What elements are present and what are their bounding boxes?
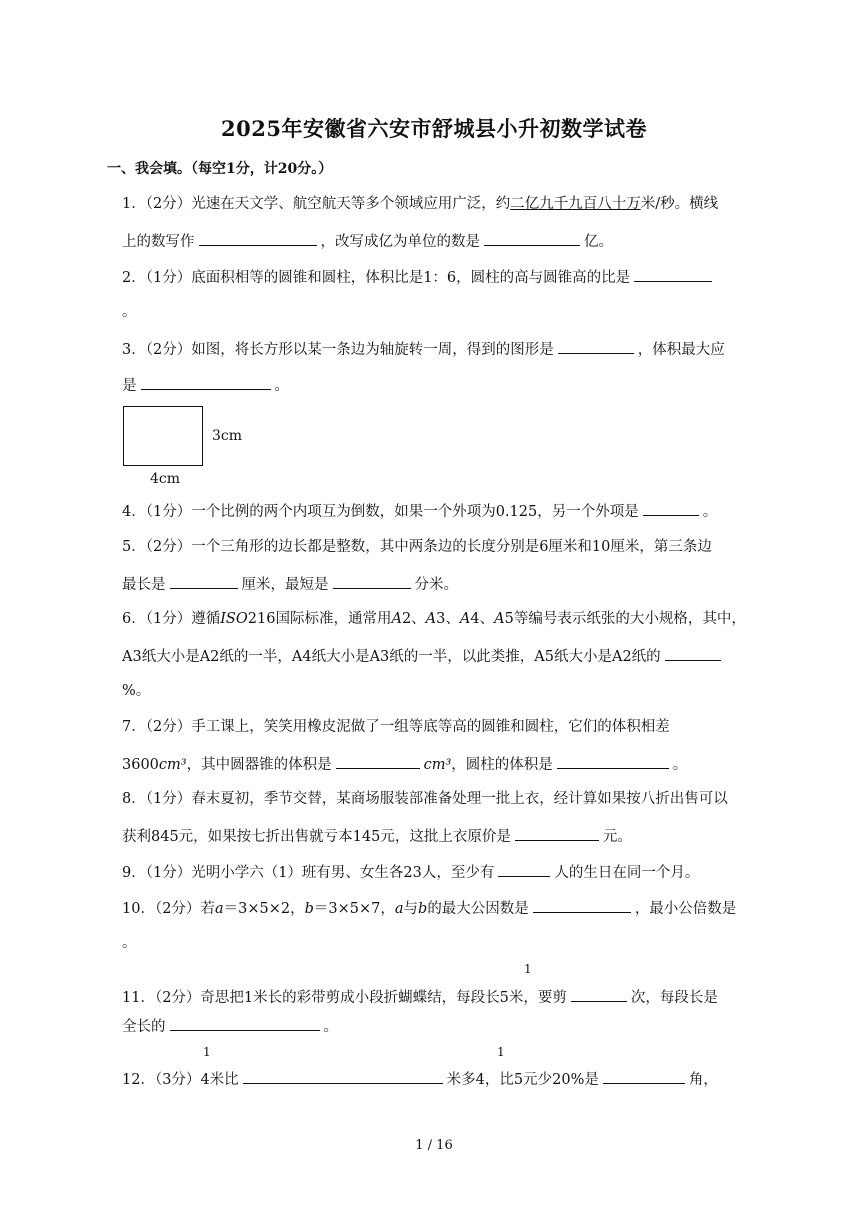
question-8-cont: 获利845元，如果按七折出售就亏本145元，这批上衣原价是 元。 [122,825,632,847]
question-2-cont: 。 [122,304,137,320]
answer-blank[interactable] [336,753,420,769]
page-number: 1 / 16 [415,1138,453,1153]
answer-blank[interactable] [141,374,271,390]
question-3-cont: 是 。 [122,374,289,396]
question-4: 4．（1分）一个比例的两个内项互为倒数，如果一个外项为0.125，另一个外项是 。 [122,500,717,522]
fraction-numerator: 1 [497,1045,505,1059]
answer-blank[interactable] [498,861,550,877]
question-1: 1．（2分）光速在天文学、航空航天等多个领域应用广泛，约二亿九千九百八十万米/秒。横线 [122,196,719,212]
answer-blank[interactable] [515,825,599,841]
figure-side-label: 3cm [212,428,243,444]
answer-blank[interactable] [199,230,317,246]
fraction-denominator: 4 [200,1072,210,1088]
fraction-denominator: 5 [499,990,509,1006]
answer-blank[interactable] [557,753,669,769]
fraction-numerator: 1 [203,1045,211,1059]
question-6-cont2: %。 [122,683,151,699]
question-2: 2．（1分）底面积相等的圆锥和圆柱，体积比是1：6，圆柱的高与圆锥高的比是 [122,266,716,288]
question-3: 3．（2分）如图，将长方形以某一条边为轴旋转一周，得到的图形是 ，体积最大应 [122,338,725,360]
answer-blank[interactable] [533,897,631,913]
question-7: 7．（2分）手工课上，笑笑用橡皮泥做了一组等底等高的圆锥和圆柱，它们的体积相差 [122,719,670,735]
figure-bottom-label: 4cm [150,471,181,487]
question-8: 8．（1分）春末夏初，季节交替，某商场服装部准备处理一批上衣，经计算如果按八折出售可以 [122,791,728,807]
question-7-cont: 3600cm³，其中圆器锥的体积是 cm³，圆柱的体积是 。 [122,753,687,775]
question-5-cont: 最长是 厘米，最短是 分米。 [122,573,458,595]
answer-blank[interactable] [634,266,712,282]
answer-blank[interactable] [333,573,411,589]
fraction-denominator: 4 [475,1072,485,1088]
question-6-cont: A3纸大小是A2纸的一半，A4纸大小是A3纸的一半，以此类推，A5纸大小是A2纸的 [122,645,725,667]
rectangle-figure [123,406,203,466]
answer-blank[interactable] [170,573,238,589]
question-12: 12．（3分）4米比 米多4，比5元少20%是 角， [122,1068,718,1090]
question-5: 5．（2分）一个三角形的边长都是整数，其中两条边的长度分别是6厘米和10厘米，第三条边 [122,539,712,555]
page-title: 2025年安徽省六安市舒城县小升初数学试卷 [221,116,647,141]
question-11: 11．（2分）奇思把1米长的彩带剪成小段折蝴蝶结，每段长5米，要剪 次，每段长是 [122,986,718,1008]
answer-blank[interactable] [243,1068,443,1084]
underlined-number-text: 二亿九千九百八十万 [510,196,641,212]
question-1-cont: 上的数写作 ，改写成亿为单位的数是 亿。 [122,230,613,252]
fraction-numerator: 1 [524,962,532,976]
answer-blank[interactable] [484,230,580,246]
answer-blank[interactable] [170,1015,320,1031]
question-6: 6．（1分）遵循ISO216国际标准，通常用A2、A3、A4、A5等编号表示纸张的大小规格，其中， [122,611,746,627]
answer-blank[interactable] [665,645,721,661]
section-heading: 一、我会填。（每空1分，计20分。） [107,161,333,177]
question-10-cont: 。 [122,935,137,951]
answer-blank[interactable] [571,986,627,1002]
question-10: 10．（2分）若a＝3×5×2，b＝3×5×7，a与b的最大公因数是 ，最小公倍数是 [122,897,736,919]
answer-blank[interactable] [558,338,634,354]
question-9: 9．（1分）光明小学六（1）班有男、女生各23人，至少有 人的生日在同一个月。 [122,861,699,883]
question-11-cont: 全长的 。 [122,1015,338,1037]
answer-blank[interactable] [603,1068,685,1084]
answer-blank[interactable] [643,500,699,516]
